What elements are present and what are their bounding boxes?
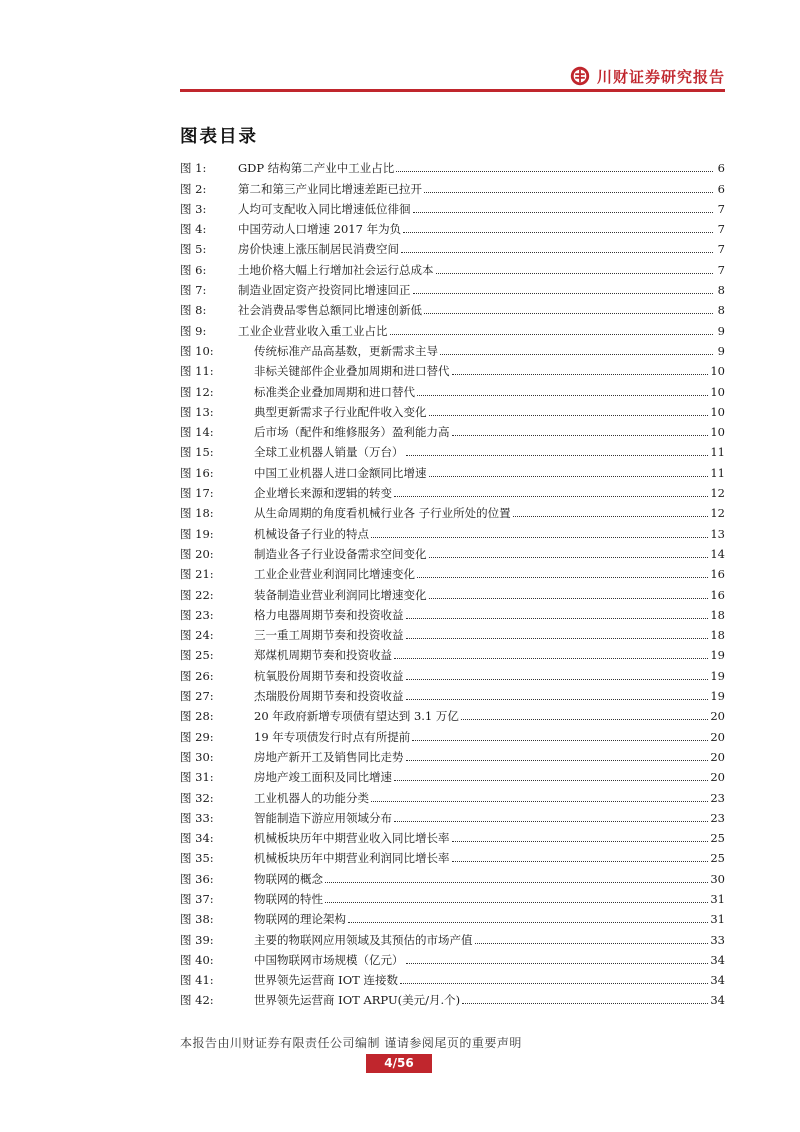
figure-number: 图 3: [180, 201, 207, 216]
figure-caption: 机械板块历年中期营业利润同比增长率 [254, 851, 450, 866]
figure-caption: 社会消费品零售总额同比增速创新低 [238, 303, 422, 318]
toc-entry[interactable] [180, 459, 725, 479]
figure-caption: 中国物联网市场规模（亿元） [254, 952, 404, 967]
dot-leader [417, 395, 708, 396]
figure-caption: 三一重工周期节奏和投资收益 [254, 628, 404, 643]
page-ref: 23 [710, 790, 725, 805]
page-header [180, 60, 725, 96]
figure-caption: 土地价格大幅上行增加社会运行总成本 [238, 262, 434, 277]
dot-leader [440, 354, 713, 355]
figure-number: 图 20: [180, 546, 214, 561]
dot-leader [452, 861, 709, 862]
toc-entry[interactable] [180, 764, 725, 784]
dot-leader [406, 679, 709, 680]
figure-caption: 全球工业机器人销量（万台） [254, 445, 404, 460]
figure-number: 图 38: [180, 912, 214, 927]
figure-caption: 工业机器人的功能分类 [254, 790, 369, 805]
dot-leader [417, 577, 708, 578]
figure-caption: 第二和第三产业同比增速差距已拉开 [238, 181, 422, 196]
toc-entry[interactable] [180, 906, 725, 926]
figure-caption: GDP 结构第二产业中工业占比 [238, 161, 395, 176]
page-ref: 11 [710, 465, 725, 480]
toc-entry[interactable] [180, 581, 725, 601]
dot-leader [436, 273, 714, 274]
figure-caption: 物联网的特性 [254, 891, 323, 906]
dot-leader [412, 740, 708, 741]
page-ref: 12 [710, 506, 725, 521]
page-ref: 34 [710, 973, 725, 988]
figure-caption: 后市场（配件和维修服务）盈利能力高 [254, 425, 450, 440]
figure-caption: 19 年专项债发行时点有所提前 [254, 729, 411, 744]
dot-leader [452, 841, 709, 842]
figure-caption: 机械设备子行业的特点 [254, 526, 369, 541]
page-ref: 7 [717, 201, 725, 216]
toc-entry[interactable] [180, 358, 725, 378]
toc-entry[interactable] [180, 744, 725, 764]
figure-number: 图 10: [180, 343, 214, 358]
page-ref: 20 [710, 770, 725, 785]
figure-caption: 标准类企业叠加周期和进口替代 [254, 384, 415, 399]
toc-entry[interactable] [180, 175, 725, 195]
dot-leader [429, 557, 709, 558]
page-ref: 31 [710, 912, 725, 927]
figure-number: 图 8: [180, 303, 207, 318]
dot-leader [400, 983, 708, 984]
figure-number: 图 29: [180, 729, 214, 744]
figure-number: 图 2: [180, 181, 207, 196]
page-ref: 10 [710, 384, 725, 399]
header-rule [180, 89, 725, 92]
dot-leader [406, 618, 709, 619]
figure-number: 图 25: [180, 648, 214, 663]
figure-caption: 制造业各子行业设备需求空间变化 [254, 546, 427, 561]
toc-entry[interactable] [180, 277, 725, 297]
figure-caption: 中国劳动人口增速 2017 年为负 [238, 222, 402, 237]
dot-leader [424, 192, 713, 193]
dot-leader [429, 476, 709, 477]
figure-caption: 杭氧股份周期节奏和投资收益 [254, 668, 404, 683]
toc-entry[interactable] [180, 297, 725, 317]
page-ref: 30 [710, 871, 725, 886]
page-ref: 19 [710, 668, 725, 683]
toc-entry[interactable] [180, 602, 725, 622]
page-ref: 7 [717, 242, 725, 257]
page-ref: 34 [710, 952, 725, 967]
figure-caption: 典型更新需求子行业配件收入变化 [254, 404, 427, 419]
figure-number: 图 22: [180, 587, 214, 602]
toc-entry[interactable] [180, 784, 725, 804]
figure-number: 图 39: [180, 932, 214, 947]
toc-entry[interactable] [180, 439, 725, 459]
figure-number: 图 21: [180, 567, 214, 582]
toc-entry[interactable] [180, 480, 725, 500]
figure-number: 图 36: [180, 871, 214, 886]
dot-leader [396, 171, 713, 172]
page-ref: 10 [710, 425, 725, 440]
dot-leader [406, 455, 709, 456]
dot-leader [325, 902, 708, 903]
figure-caption: 房价快速上涨压制居民消费空间 [238, 242, 399, 257]
figure-caption: 物联网的概念 [254, 871, 323, 886]
dot-leader [394, 821, 708, 822]
figure-caption: 机械板块历年中期营业收入同比增长率 [254, 831, 450, 846]
figure-number: 图 27: [180, 689, 214, 704]
dot-leader [403, 232, 713, 233]
toc-entry[interactable] [180, 642, 725, 662]
toc-entry[interactable] [180, 500, 725, 520]
figure-number: 图 23: [180, 607, 214, 622]
figure-number: 图 15: [180, 445, 214, 460]
dot-leader [394, 496, 708, 497]
figure-caption: 物联网的理论架构 [254, 912, 346, 927]
figure-caption: 格力电器周期节奏和投资收益 [254, 607, 404, 622]
toc-entry[interactable] [180, 317, 725, 337]
page-ref: 10 [710, 364, 725, 379]
figure-number: 图 1: [180, 161, 207, 176]
dot-leader [452, 435, 709, 436]
figure-caption: 房地产新开工及销售同比走势 [254, 749, 404, 764]
dot-leader [371, 801, 708, 802]
page-ref: 19 [710, 689, 725, 704]
toc-title: 图表目录 [180, 127, 258, 147]
figure-caption: 工业企业营业收入重工业占比 [238, 323, 388, 338]
figure-caption: 非标关键部件企业叠加周期和进口替代 [254, 364, 450, 379]
page-ref: 20 [710, 709, 725, 724]
figure-number: 图 35: [180, 851, 214, 866]
figure-number: 图 13: [180, 404, 214, 419]
toc-entry[interactable] [180, 419, 725, 439]
figure-caption: 智能制造下游应用领域分布 [254, 810, 392, 825]
dot-leader [461, 719, 708, 720]
page-ref: 11 [710, 445, 725, 460]
toc-entry[interactable] [180, 683, 725, 703]
figure-number: 图 24: [180, 628, 214, 643]
dot-leader [394, 658, 708, 659]
toc-entry[interactable] [180, 216, 725, 236]
page-ref: 13 [710, 526, 725, 541]
toc-entry[interactable] [180, 561, 725, 581]
toc-entry[interactable] [180, 886, 725, 906]
page-ref: 31 [710, 891, 725, 906]
figure-caption: 工业企业营业利润同比增速变化 [254, 567, 415, 582]
figure-number: 图 5: [180, 242, 207, 257]
footer-disclaimer: 本报告由川财证券有限责任公司编制 谨请参阅尾页的重要声明 [180, 1036, 522, 1050]
page-ref: 8 [717, 303, 725, 318]
figure-caption: 中国工业机器人进口金额同比增速 [254, 465, 427, 480]
figure-number: 图 11: [180, 364, 214, 379]
dot-leader [325, 882, 708, 883]
dot-leader [406, 963, 709, 964]
figure-caption: 世界领先运营商 IOT ARPU(美元/月.个) [254, 993, 461, 1008]
dot-leader [406, 699, 709, 700]
figure-caption: 20 年政府新增专项债有望达到 3.1 万亿 [254, 709, 459, 724]
page-ref: 9 [717, 323, 725, 338]
figure-number: 图 30: [180, 749, 214, 764]
figure-number: 图 14: [180, 425, 214, 440]
page-ref: 9 [717, 343, 725, 358]
figure-number: 图 26: [180, 668, 214, 683]
toc-entry[interactable] [180, 338, 725, 358]
toc-entry[interactable] [180, 967, 725, 987]
toc-entry[interactable] [180, 825, 725, 845]
dot-leader [394, 780, 708, 781]
toc-entry[interactable] [180, 845, 725, 865]
figure-caption: 装备制造业营业利润同比增速变化 [254, 587, 427, 602]
dot-leader [406, 760, 709, 761]
figure-caption: 人均可支配收入同比增速低位徘徊 [238, 201, 411, 216]
figure-number: 图 42: [180, 993, 214, 1008]
figure-caption: 郑煤机周期节奏和投资收益 [254, 648, 392, 663]
figure-caption: 世界领先运营商 IOT 连接数 [254, 973, 398, 988]
figure-number: 图 17: [180, 486, 214, 501]
page-ref: 8 [717, 283, 725, 298]
toc-entry[interactable] [180, 155, 725, 175]
figure-caption: 从生命周期的角度看机械行业各 子行业所处的位置 [254, 506, 511, 521]
figure-caption: 企业增长来源和逻辑的转变 [254, 486, 392, 501]
brand [570, 64, 725, 88]
page-ref: 34 [710, 993, 725, 1008]
toc-entry[interactable] [180, 723, 725, 743]
dot-leader [348, 922, 708, 923]
figure-caption: 杰瑞股份周期节奏和投资收益 [254, 689, 404, 704]
toc-entry[interactable] [180, 520, 725, 540]
figure-number: 图 37: [180, 891, 214, 906]
toc-entry[interactable] [180, 541, 725, 561]
toc-entry[interactable] [180, 947, 725, 967]
dot-leader [413, 293, 714, 294]
page-ref: 6 [717, 161, 725, 176]
dot-leader [406, 638, 709, 639]
toc-entry[interactable] [180, 256, 725, 276]
dot-leader [462, 1003, 708, 1004]
brand-name: 川财证券研究报告 [596, 67, 725, 86]
figure-number: 图 6: [180, 262, 207, 277]
dot-leader [424, 313, 713, 314]
page-ref: 6 [717, 181, 725, 196]
toc-entry[interactable] [180, 196, 725, 216]
page-ref: 10 [710, 404, 725, 419]
toc-entry[interactable] [180, 399, 725, 419]
page-ref: 16 [710, 587, 725, 602]
figure-number: 图 41: [180, 973, 214, 988]
figure-caption: 主要的物联网应用领域及其预估的市场产值 [254, 932, 473, 947]
dot-leader [371, 537, 708, 538]
figure-caption: 房地产竣工面积及同比增速 [254, 770, 392, 785]
page-ref: 7 [717, 262, 725, 277]
toc-entry[interactable] [180, 926, 725, 946]
figure-number: 图 34: [180, 831, 214, 846]
page-ref: 20 [710, 749, 725, 764]
toc-entry[interactable] [180, 236, 725, 256]
page-ref: 18 [710, 628, 725, 643]
toc-entry[interactable] [180, 865, 725, 885]
toc-entry[interactable] [180, 662, 725, 682]
dot-leader [475, 943, 709, 944]
page-ref: 33 [710, 932, 725, 947]
figure-number: 图 19: [180, 526, 214, 541]
figure-number: 图 12: [180, 384, 214, 399]
page-ref: 12 [710, 486, 725, 501]
page-ref: 25 [710, 831, 725, 846]
toc-entry[interactable] [180, 378, 725, 398]
figure-number: 图 16: [180, 465, 214, 480]
figure-number: 图 18: [180, 506, 214, 521]
figure-toc-list [180, 155, 725, 1007]
page-ref: 7 [717, 222, 725, 237]
page-ref: 14 [710, 546, 725, 561]
dot-leader [452, 374, 709, 375]
dot-leader [413, 212, 714, 213]
chuancai-logo-icon [570, 66, 590, 86]
page-ref: 20 [710, 729, 725, 744]
toc-entry[interactable] [180, 703, 725, 723]
figure-number: 图 40: [180, 952, 214, 967]
page-ref: 18 [710, 607, 725, 622]
figure-caption: 制造业固定资产投资同比增速回正 [238, 283, 411, 298]
dot-leader [429, 415, 709, 416]
page-ref: 16 [710, 567, 725, 582]
dot-leader [390, 334, 714, 335]
figure-number: 图 28: [180, 709, 214, 724]
figure-number: 图 31: [180, 770, 214, 785]
page-ref: 23 [710, 810, 725, 825]
figure-number: 图 9: [180, 323, 207, 338]
toc-entry[interactable] [180, 622, 725, 642]
figure-caption: 传统标准产品高基数，更新需求主导 [254, 343, 438, 358]
figure-number: 图 32: [180, 790, 214, 805]
figure-number: 图 7: [180, 283, 207, 298]
page-ref: 19 [710, 648, 725, 663]
figure-number: 图 33: [180, 810, 214, 825]
page-number: 4/56 [366, 1054, 432, 1073]
page-ref: 25 [710, 851, 725, 866]
toc-entry[interactable] [180, 805, 725, 825]
toc-entry[interactable] [180, 987, 725, 1007]
dot-leader [401, 252, 713, 253]
dot-leader [429, 598, 709, 599]
figure-number: 图 4: [180, 222, 207, 237]
dot-leader [513, 516, 709, 517]
